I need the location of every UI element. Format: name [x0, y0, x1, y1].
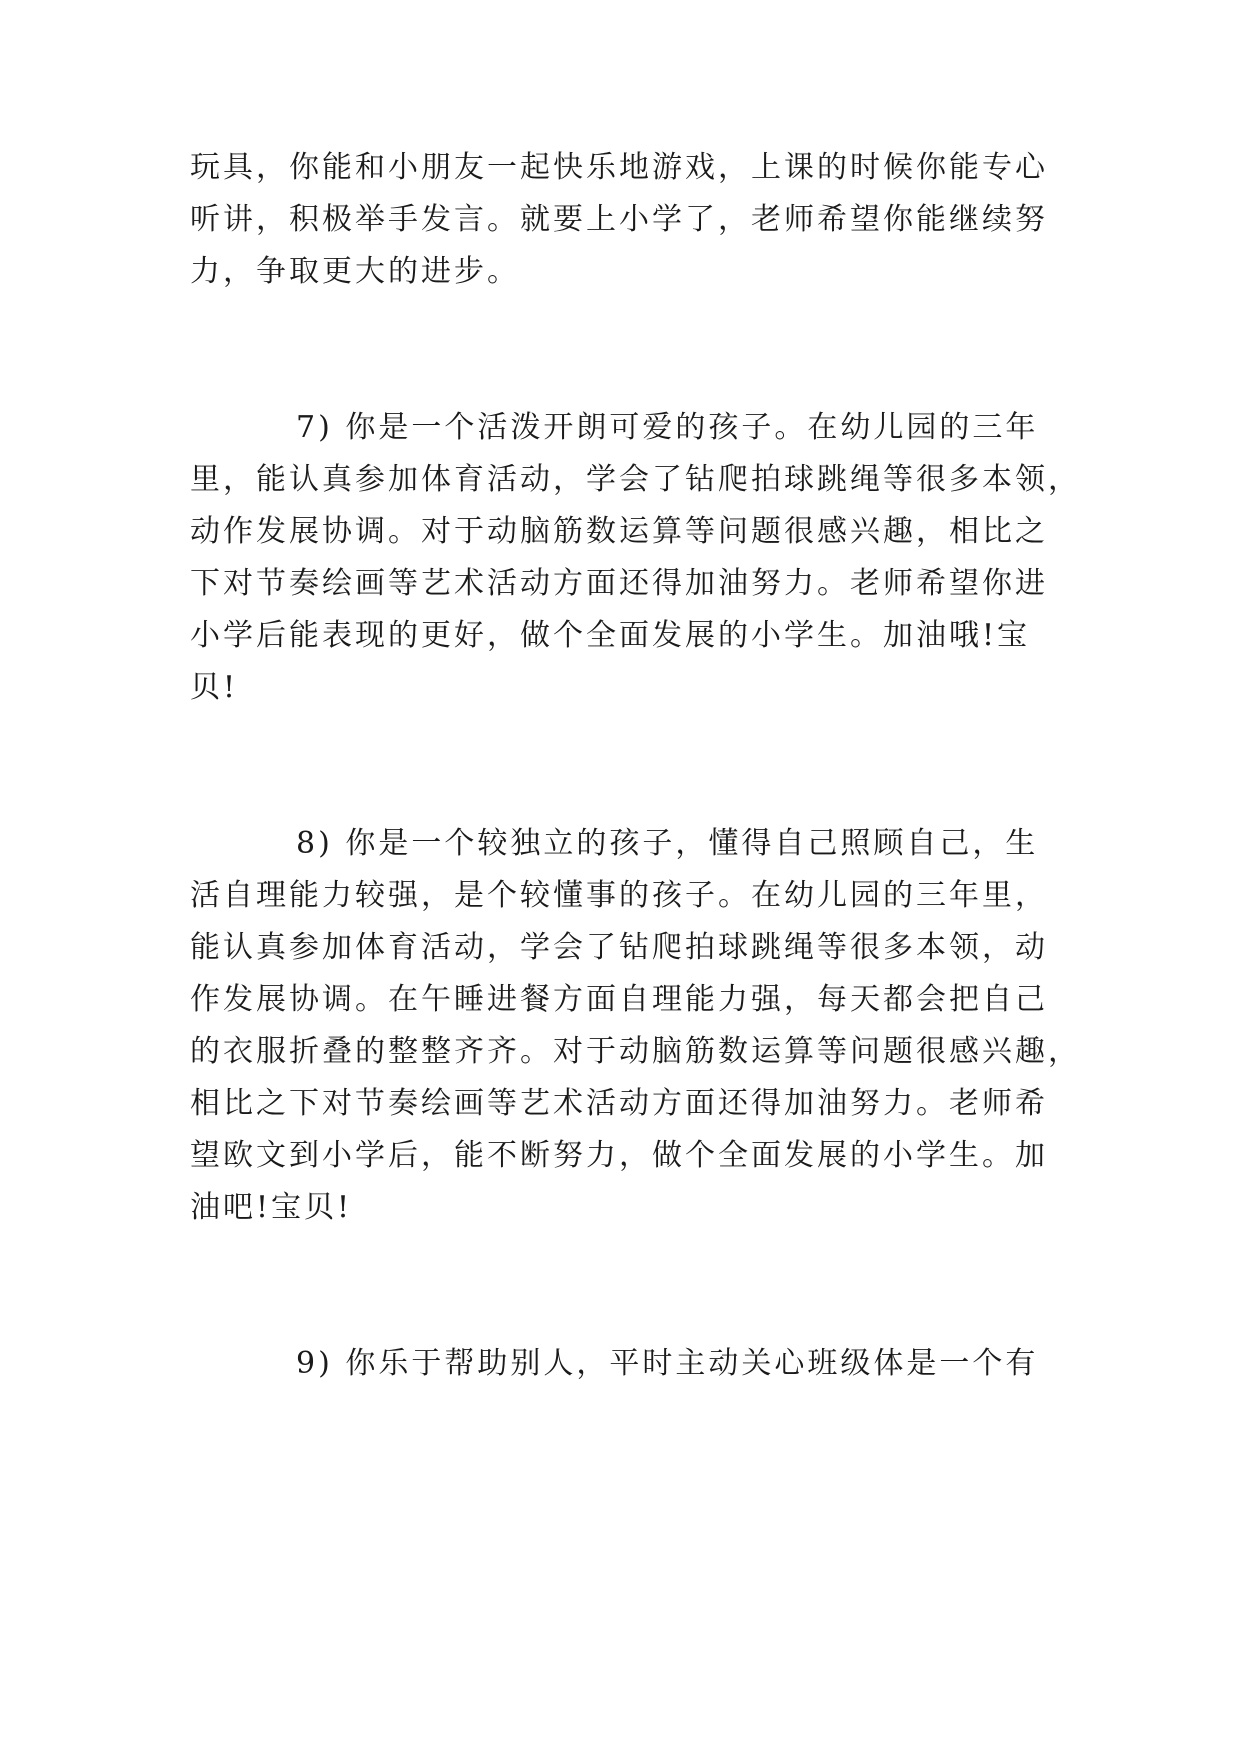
text-line: 里，能认真参加体育活动，学会了钻爬拍球跳绳等很多本领，: [190, 462, 1081, 497]
text-line: 玩具，你能和小朋友一起快乐地游戏，上课的时候你能专心: [190, 150, 1048, 185]
text-line: 8) 你是一个较独立的孩子，懂得自己照顾自己，生: [296, 826, 1039, 861]
text-line: 动作发展协调。对于动脑筋数运算等问题很感兴趣，相比之: [190, 514, 1048, 549]
text-line: 7) 你是一个活泼开朗可爱的孩子。在幼儿园的三年: [296, 410, 1039, 445]
text-line: 的衣服折叠的整整齐齐。对于动脑筋数运算等问题很感兴趣，: [190, 1034, 1081, 1069]
text-line: 活自理能力较强，是个较懂事的孩子。在幼儿园的三年里，: [190, 878, 1048, 913]
text-line: 相比之下对节奏绘画等艺术活动方面还得加油努力。老师希: [190, 1086, 1048, 1121]
text-line: 听讲，积极举手发言。就要上小学了，老师希望你能继续努: [190, 202, 1048, 237]
text-line: 望欧文到小学后，能不断努力，做个全面发展的小学生。加: [190, 1138, 1048, 1173]
text-line: 贝!: [190, 670, 239, 705]
text-line: 9) 你乐于帮助别人，平时主动关心班级体是一个有: [296, 1346, 1039, 1381]
text-line: 小学后能表现的更好，做个全面发展的小学生。加油哦!宝: [190, 618, 1031, 653]
text-line: 下对节奏绘画等艺术活动方面还得加油努力。老师希望你进: [190, 566, 1048, 601]
text-line: 力，争取更大的进步。: [190, 254, 520, 289]
text-line: 能认真参加体育活动，学会了钻爬拍球跳绳等很多本领，动: [190, 930, 1048, 965]
text-line: 作发展协调。在午睡进餐方面自理能力强，每天都会把自己: [190, 982, 1048, 1017]
text-line: 油吧!宝贝!: [190, 1190, 353, 1225]
